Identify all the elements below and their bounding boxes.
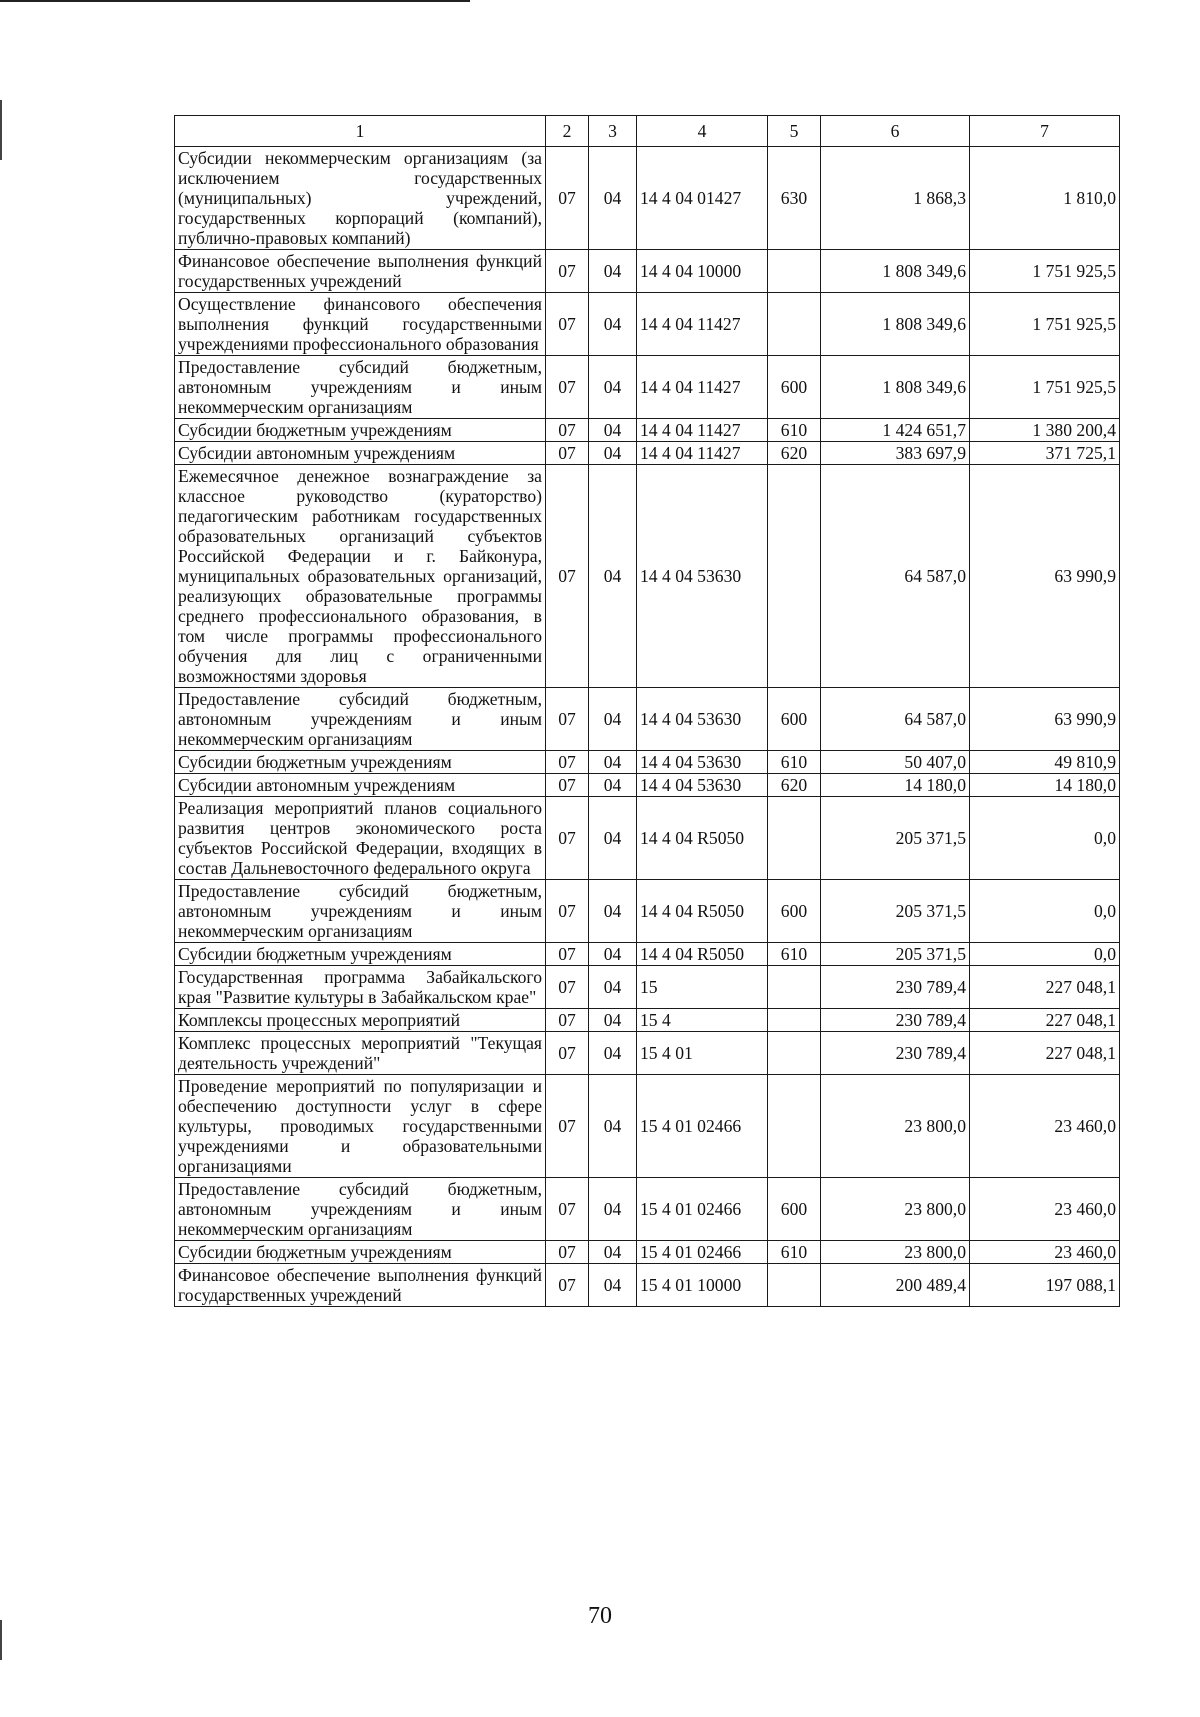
cell-section: 07: [546, 797, 589, 880]
table-row: [175, 465, 1120, 688]
cell-amount-year2: 227 048,1: [970, 1009, 1120, 1032]
header-cell: 6: [821, 116, 970, 147]
cell-amount-year1: 230 789,4: [821, 1032, 970, 1075]
cell-section: 07: [546, 943, 589, 966]
header-cell: 2: [546, 116, 589, 147]
cell-amount-year2: 1 380 200,4: [970, 419, 1120, 442]
cell-target-article: 14 4 04 11427: [637, 442, 768, 465]
cell-section: 07: [546, 465, 589, 688]
cell-expense-type: [768, 1264, 821, 1307]
cell-expense-type: 610: [768, 943, 821, 966]
cell-amount-year1: 14 180,0: [821, 774, 970, 797]
table-row: [175, 880, 1120, 943]
table-row: [175, 250, 1120, 293]
cell-amount-year1: 64 587,0: [821, 465, 970, 688]
cell-amount-year1: 50 407,0: [821, 751, 970, 774]
scan-artifact-left: [0, 100, 2, 160]
cell-section: 07: [546, 356, 589, 419]
cell-expense-type: 600: [768, 1178, 821, 1241]
cell-subsection: 04: [589, 880, 637, 943]
cell-amount-year2: 1 751 925,5: [970, 356, 1120, 419]
header-cell: 7: [970, 116, 1120, 147]
cell-expense-type: [768, 293, 821, 356]
cell-expense-type: [768, 1009, 821, 1032]
cell-expense-type: 600: [768, 880, 821, 943]
cell-amount-year2: 0,0: [970, 943, 1120, 966]
cell-target-article: 14 4 04 11427: [637, 293, 768, 356]
table-row: [175, 774, 1120, 797]
header-cell: 3: [589, 116, 637, 147]
cell-target-article: 15 4 01: [637, 1032, 768, 1075]
cell-target-article: 14 4 04 R5050: [637, 943, 768, 966]
cell-subsection: 04: [589, 250, 637, 293]
cell-expense-type: [768, 966, 821, 1009]
cell-name: Предоставление субсидий бюджетным, автономным учреждениям и иным некоммерческим организациям: [175, 1178, 546, 1241]
cell-amount-year1: 1 424 651,7: [821, 419, 970, 442]
table-row: [175, 751, 1120, 774]
cell-amount-year2: 23 460,0: [970, 1075, 1120, 1178]
table-body: [175, 116, 1120, 1307]
cell-amount-year2: 14 180,0: [970, 774, 1120, 797]
cell-expense-type: [768, 1032, 821, 1075]
cell-name: Субсидии автономным учреждениям: [175, 442, 546, 465]
cell-amount-year1: 205 371,5: [821, 880, 970, 943]
cell-name: Осуществление финансового обеспечения выполнения функций государственными учреждениями профессионального образования: [175, 293, 546, 356]
table-row: [175, 1032, 1120, 1075]
cell-section: 07: [546, 1075, 589, 1178]
cell-expense-type: [768, 465, 821, 688]
cell-subsection: 04: [589, 1075, 637, 1178]
cell-amount-year1: 1 808 349,6: [821, 356, 970, 419]
cell-expense-type: 630: [768, 147, 821, 250]
table-row: [175, 1009, 1120, 1032]
cell-target-article: 14 4 04 53630: [637, 774, 768, 797]
cell-amount-year1: 1 808 349,6: [821, 250, 970, 293]
cell-section: 07: [546, 966, 589, 1009]
cell-amount-year1: 230 789,4: [821, 1009, 970, 1032]
cell-expense-type: 610: [768, 419, 821, 442]
table-row: [175, 1241, 1120, 1264]
cell-target-article: 15 4 01 02466: [637, 1075, 768, 1178]
cell-name: Субсидии бюджетным учреждениям: [175, 1241, 546, 1264]
cell-amount-year1: 1 868,3: [821, 147, 970, 250]
cell-name: Проведение мероприятий по популяризации и обеспечению доступности услуг в сфере культуры, проводимых государственными учреждениями и образовательными организациями: [175, 1075, 546, 1178]
cell-amount-year2: 1 751 925,5: [970, 250, 1120, 293]
cell-name: Финансовое обеспечение выполнения функций государственных учреждений: [175, 1264, 546, 1307]
cell-expense-type: 620: [768, 442, 821, 465]
cell-name: Субсидии автономным учреждениям: [175, 774, 546, 797]
cell-expense-type: 600: [768, 356, 821, 419]
cell-expense-type: [768, 797, 821, 880]
table-row: [175, 442, 1120, 465]
table-row: [175, 1178, 1120, 1241]
cell-amount-year2: 0,0: [970, 797, 1120, 880]
cell-expense-type: 600: [768, 688, 821, 751]
cell-subsection: 04: [589, 356, 637, 419]
cell-target-article: 14 4 04 11427: [637, 356, 768, 419]
table-row: [175, 688, 1120, 751]
cell-expense-type: 620: [768, 774, 821, 797]
cell-target-article: 14 4 04 R5050: [637, 797, 768, 880]
cell-amount-year1: 200 489,4: [821, 1264, 970, 1307]
cell-section: 07: [546, 1241, 589, 1264]
cell-name: Комплексы процессных мероприятий: [175, 1009, 546, 1032]
cell-amount-year2: 1 810,0: [970, 147, 1120, 250]
page-number: 70: [588, 1603, 612, 1629]
cell-expense-type: [768, 1075, 821, 1178]
table-row: [175, 356, 1120, 419]
cell-target-article: 14 4 04 53630: [637, 465, 768, 688]
table-row: [175, 419, 1120, 442]
table-row: [175, 1075, 1120, 1178]
cell-amount-year2: 63 990,9: [970, 688, 1120, 751]
cell-subsection: 04: [589, 147, 637, 250]
cell-subsection: 04: [589, 419, 637, 442]
cell-section: 07: [546, 419, 589, 442]
cell-section: 07: [546, 250, 589, 293]
header-cell: 5: [768, 116, 821, 147]
cell-amount-year1: 383 697,9: [821, 442, 970, 465]
cell-amount-year2: 1 751 925,5: [970, 293, 1120, 356]
header-row: [175, 116, 1120, 147]
cell-amount-year2: 371 725,1: [970, 442, 1120, 465]
cell-amount-year1: 23 800,0: [821, 1178, 970, 1241]
cell-section: 07: [546, 688, 589, 751]
cell-target-article: 14 4 04 R5050: [637, 880, 768, 943]
cell-section: 07: [546, 774, 589, 797]
cell-target-article: 14 4 04 53630: [637, 751, 768, 774]
cell-amount-year2: 49 810,9: [970, 751, 1120, 774]
cell-name: Субсидии некоммерческим организациям (за исключением государственных (муниципальных) учреждений, государственных корпораций (компаний), публично-правовых компаний): [175, 147, 546, 250]
cell-amount-year2: 23 460,0: [970, 1241, 1120, 1264]
cell-section: 07: [546, 293, 589, 356]
cell-subsection: 04: [589, 774, 637, 797]
cell-amount-year2: 0,0: [970, 880, 1120, 943]
cell-name: Ежемесячное денежное вознаграждение за классное руководство (кураторство) педагогическим работникам государственных образовательных организаций субъектов Российской Федерации и г. Байконура, муниципальных образовательных организаций, реализующих образовательные программы среднего профессионального образования, в том числе программы профессионального обучения для лиц с ограниченными возможностями здоровья: [175, 465, 546, 688]
cell-amount-year1: 23 800,0: [821, 1241, 970, 1264]
cell-name: Предоставление субсидий бюджетным, автономным учреждениям и иным некоммерческим организациям: [175, 880, 546, 943]
cell-section: 07: [546, 751, 589, 774]
cell-subsection: 04: [589, 442, 637, 465]
scan-artifact-top: [0, 0, 470, 2]
cell-name: Государственная программа Забайкальского края "Развитие культуры в Забайкальском крае": [175, 966, 546, 1009]
cell-subsection: 04: [589, 1032, 637, 1075]
table-row: [175, 1264, 1120, 1307]
cell-subsection: 04: [589, 293, 637, 356]
cell-amount-year1: 205 371,5: [821, 797, 970, 880]
cell-section: 07: [546, 1178, 589, 1241]
cell-name: Комплекс процессных мероприятий "Текущая деятельность учреждений": [175, 1032, 546, 1075]
cell-subsection: 04: [589, 688, 637, 751]
cell-amount-year1: 230 789,4: [821, 966, 970, 1009]
table-row: [175, 943, 1120, 966]
table-row: [175, 147, 1120, 250]
cell-section: 07: [546, 1264, 589, 1307]
cell-amount-year2: 227 048,1: [970, 1032, 1120, 1075]
cell-name: Субсидии бюджетным учреждениям: [175, 751, 546, 774]
cell-target-article: 14 4 04 53630: [637, 688, 768, 751]
cell-amount-year2: 63 990,9: [970, 465, 1120, 688]
cell-target-article: 15 4: [637, 1009, 768, 1032]
cell-name: Реализация мероприятий планов социального развития центров экономического роста субъектов Российской Федерации, входящих в состав Дальневосточного федерального округа: [175, 797, 546, 880]
cell-section: 07: [546, 1009, 589, 1032]
cell-amount-year1: 64 587,0: [821, 688, 970, 751]
cell-subsection: 04: [589, 1178, 637, 1241]
cell-name: Предоставление субсидий бюджетным, автономным учреждениям и иным некоммерческим организациям: [175, 688, 546, 751]
cell-target-article: 14 4 04 10000: [637, 250, 768, 293]
cell-target-article: 15 4 01 02466: [637, 1178, 768, 1241]
cell-subsection: 04: [589, 943, 637, 966]
cell-target-article: 14 4 04 01427: [637, 147, 768, 250]
cell-target-article: 15: [637, 966, 768, 1009]
cell-section: 07: [546, 442, 589, 465]
cell-subsection: 04: [589, 1241, 637, 1264]
cell-section: 07: [546, 1032, 589, 1075]
table-row: [175, 293, 1120, 356]
cell-amount-year2: 23 460,0: [970, 1178, 1120, 1241]
table-row: [175, 797, 1120, 880]
cell-target-article: 14 4 04 11427: [637, 419, 768, 442]
cell-expense-type: [768, 250, 821, 293]
cell-name: Субсидии бюджетным учреждениям: [175, 943, 546, 966]
cell-amount-year1: 205 371,5: [821, 943, 970, 966]
cell-subsection: 04: [589, 751, 637, 774]
cell-subsection: 04: [589, 465, 637, 688]
cell-subsection: 04: [589, 797, 637, 880]
header-cell: 4: [637, 116, 768, 147]
cell-subsection: 04: [589, 1009, 637, 1032]
cell-expense-type: 610: [768, 751, 821, 774]
cell-subsection: 04: [589, 966, 637, 1009]
header-cell: 1: [175, 116, 546, 147]
cell-amount-year2: 227 048,1: [970, 966, 1120, 1009]
cell-target-article: 15 4 01 02466: [637, 1241, 768, 1264]
cell-name: Финансовое обеспечение выполнения функций государственных учреждений: [175, 250, 546, 293]
cell-target-article: 15 4 01 10000: [637, 1264, 768, 1307]
cell-expense-type: 610: [768, 1241, 821, 1264]
budget-table: [174, 115, 1120, 1307]
cell-name: Предоставление субсидий бюджетным, автономным учреждениям и иным некоммерческим организациям: [175, 356, 546, 419]
table-row: [175, 966, 1120, 1009]
cell-amount-year2: 197 088,1: [970, 1264, 1120, 1307]
cell-name: Субсидии бюджетным учреждениям: [175, 419, 546, 442]
cell-amount-year1: 23 800,0: [821, 1075, 970, 1178]
cell-amount-year1: 1 808 349,6: [821, 293, 970, 356]
cell-section: 07: [546, 147, 589, 250]
cell-section: 07: [546, 880, 589, 943]
cell-subsection: 04: [589, 1264, 637, 1307]
